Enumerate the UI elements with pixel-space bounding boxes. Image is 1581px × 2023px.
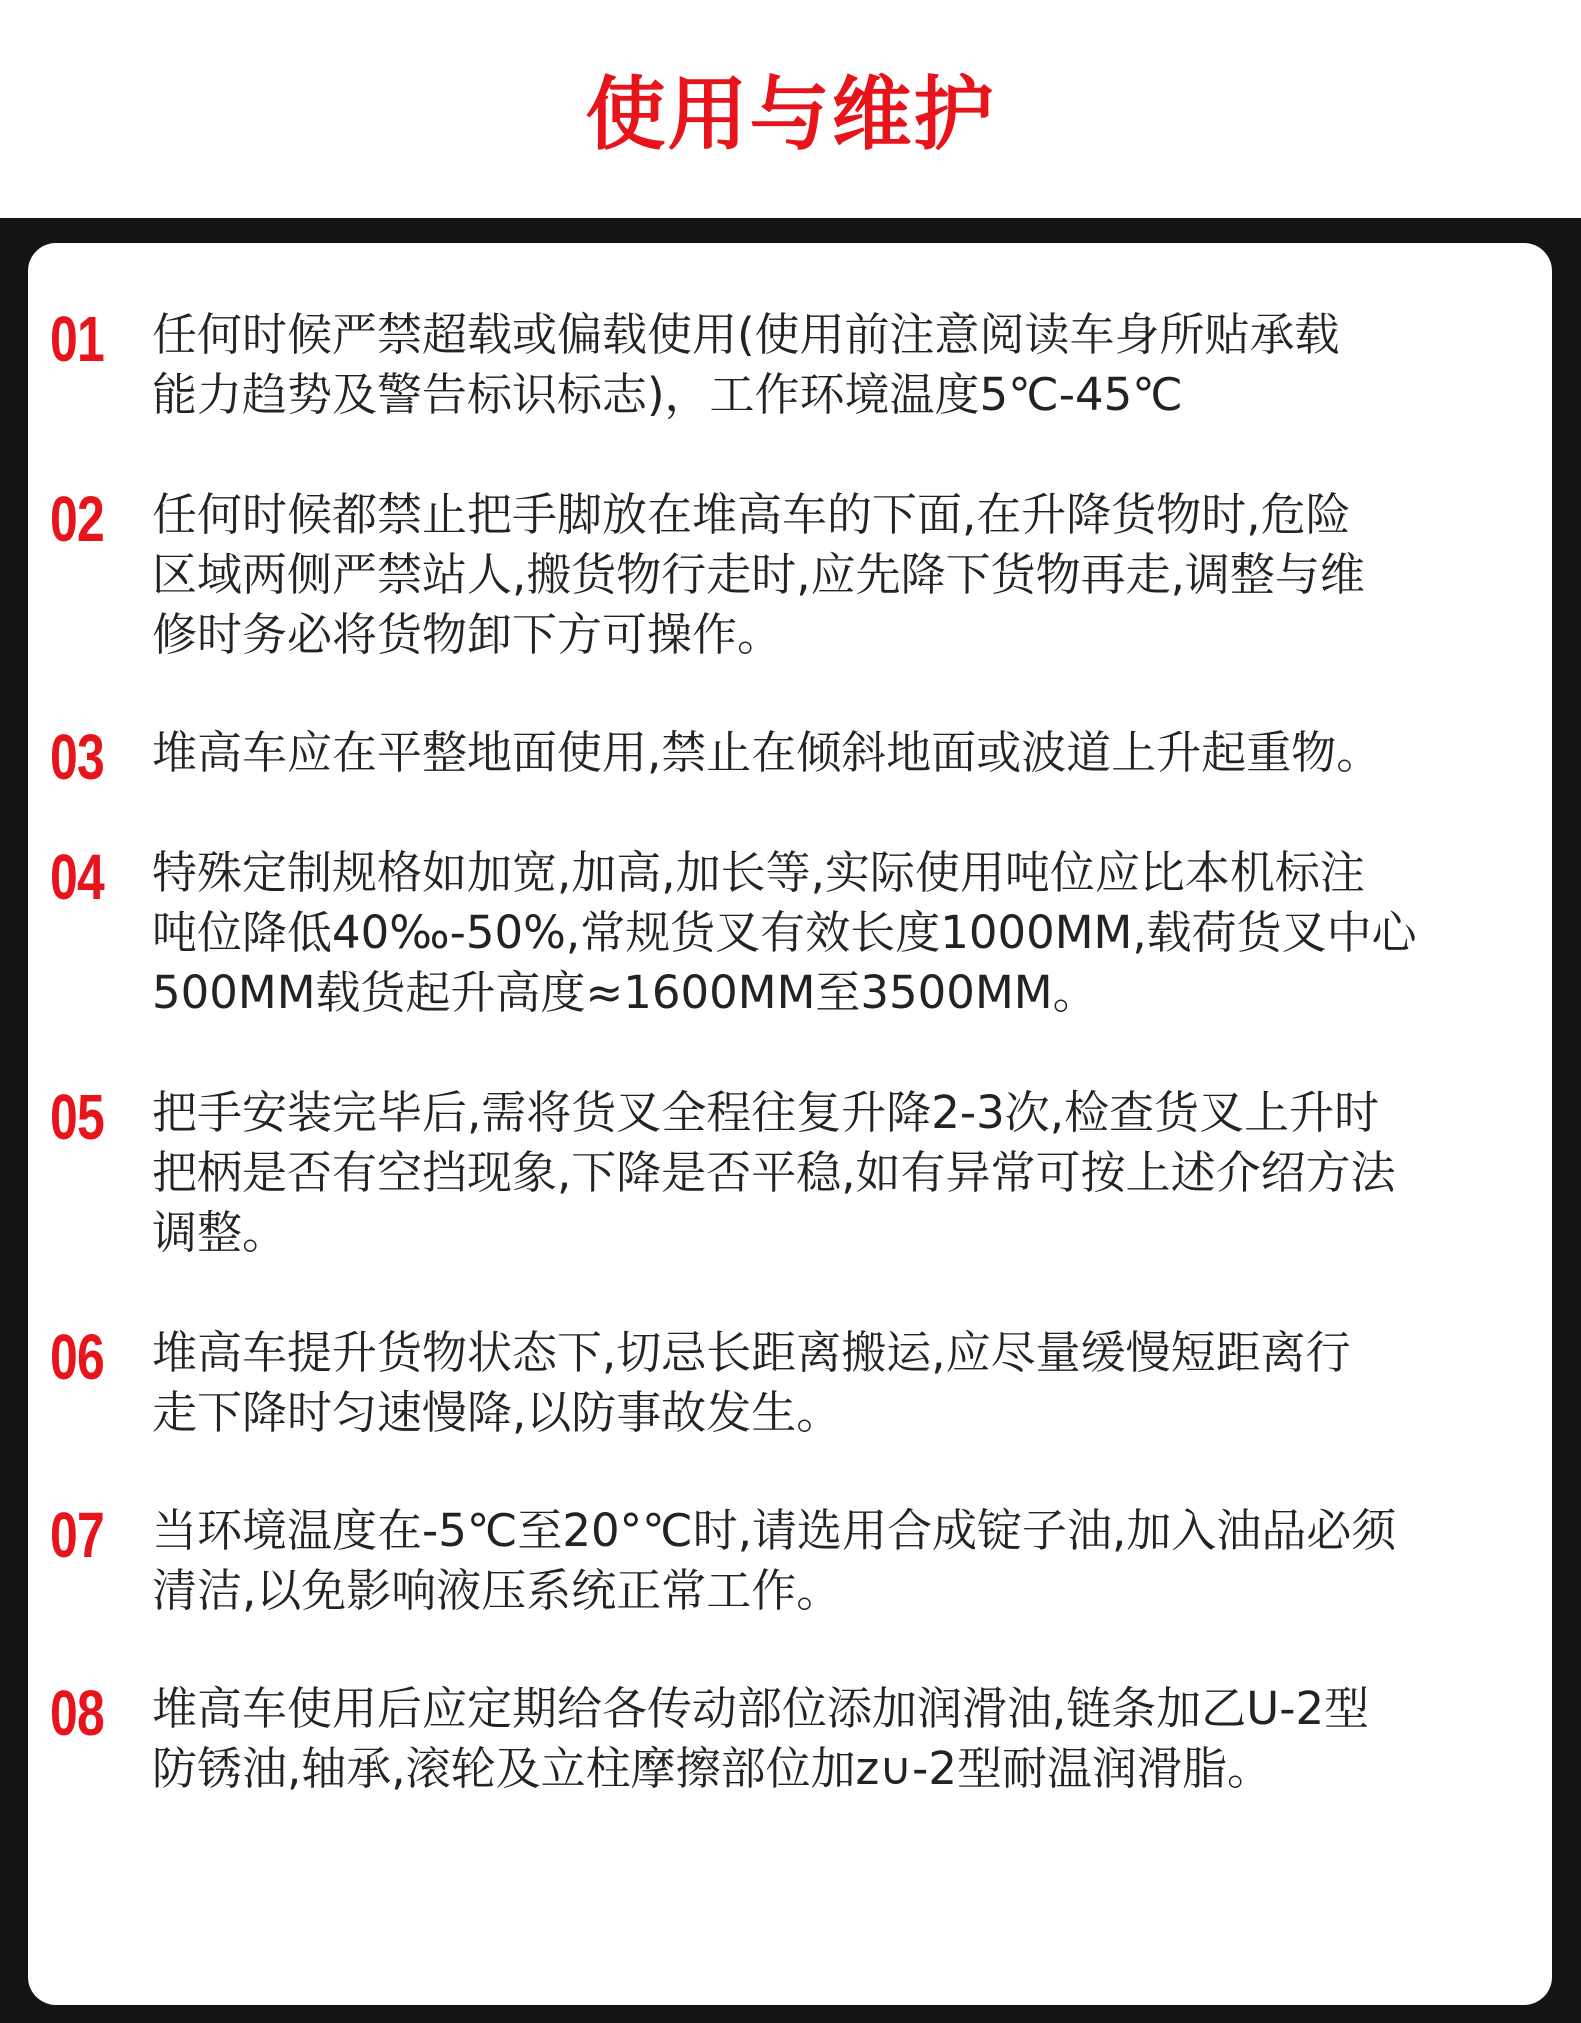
item-text: 把手安装完毕后,需将货叉全程往复升降2-3次,检查货叉上升时 把柄是否有空挡现象,下降是否平稳,如有异常可按上述介绍方法 调整。 xyxy=(152,1086,1396,1259)
header xyxy=(0,0,1581,218)
item-number: 08 xyxy=(50,1677,104,1749)
page-title: 使用与维护 xyxy=(585,68,996,161)
item-number: 07 xyxy=(50,1499,104,1571)
item-number: 03 xyxy=(50,721,104,793)
item-number: 05 xyxy=(50,1081,104,1153)
item-text: 任何时候都禁止把手脚放在堆高车的下面,在升降货物时,危险 区域两侧严禁站人,搬货物行走时,应先降下货物再走,调整与维 修时务必将货物卸下方可操作。 xyxy=(152,488,1365,661)
item-text: 当环境温度在-5℃至20°℃时,请选用合成锭子油,加入油品必须 清洁,以免影响液压系统正常工作。 xyxy=(152,1504,1397,1617)
item-number: 02 xyxy=(50,483,104,555)
item-number: 06 xyxy=(50,1321,104,1393)
item-text: 任何时候严禁超载或偏载使用(使用前注意阅读车身所贴承载 能力趋势及警告标识标志)，工作环境温度5℃-45℃ xyxy=(152,308,1340,421)
instructions-card xyxy=(28,243,1552,2005)
item-text: 堆高车应在平整地面使用,禁止在倾斜地面或波道上升起重物。 xyxy=(152,726,1382,779)
item-number: 04 xyxy=(50,841,104,913)
item-text: 堆高车使用后应定期给各传动部位添加润滑油,链条加乙U-2型 防锈油,轴承,滚轮及立柱摩擦部位加z∪-2型耐温润滑脂。 xyxy=(152,1682,1370,1795)
item-text: 堆高车提升货物状态下,切忌长距离搬运,应尽量缓慢短距离行 走下降时匀速慢降,以防事故发生。 xyxy=(152,1326,1351,1439)
item-text: 特殊定制规格如加宽,加高,加长等,实际使用吨位应比本机标注 吨位降低40‰-50%,常规货叉有效长度1000MM,载荷货叉中心 500MM载货起升高度≈1600MM至3500MM。 xyxy=(152,846,1417,1019)
item-number: 01 xyxy=(50,303,104,375)
